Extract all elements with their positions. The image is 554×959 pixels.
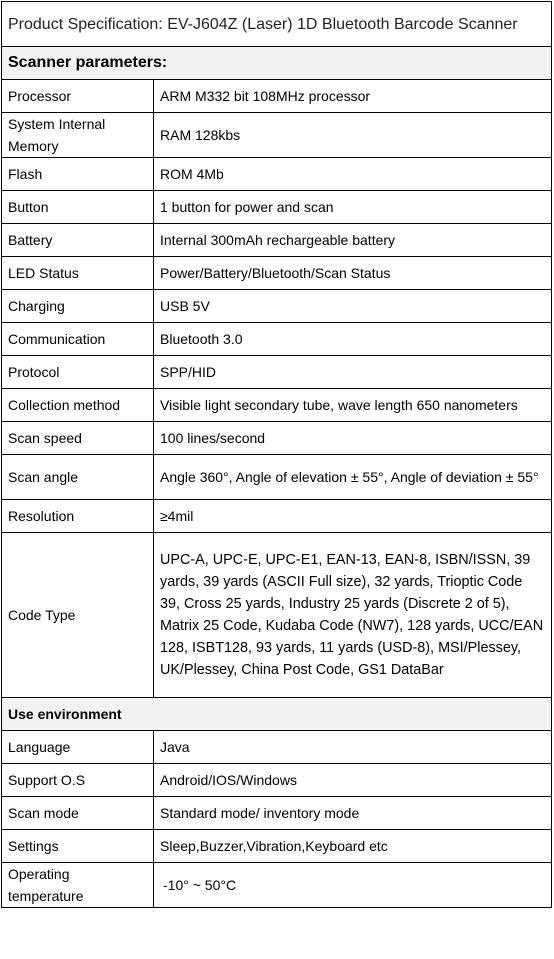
row-label: Scan angle bbox=[2, 455, 154, 500]
table-row bbox=[2, 356, 552, 389]
row-value: ≥4mil bbox=[154, 500, 552, 533]
table-row bbox=[2, 158, 552, 191]
title-row bbox=[2, 2, 552, 47]
row-value: ARM M332 bit 108MHz processor bbox=[154, 80, 552, 113]
table-row bbox=[2, 224, 552, 257]
table-row bbox=[2, 455, 552, 500]
row-value: SPP/HID bbox=[154, 356, 552, 389]
row-label: Operating temperature bbox=[2, 863, 154, 908]
table-row bbox=[2, 500, 552, 533]
row-label: Battery bbox=[2, 224, 154, 257]
row-label: Code Type bbox=[2, 533, 154, 698]
table-row bbox=[2, 731, 552, 764]
row-label: System Internal Memory bbox=[2, 113, 154, 158]
table-row bbox=[2, 113, 552, 158]
section-heading-scanner-parameters: Scanner parameters: bbox=[2, 47, 552, 80]
table-row bbox=[2, 290, 552, 323]
row-value: Power/Battery/Bluetooth/Scan Status bbox=[154, 257, 552, 290]
table-row bbox=[2, 323, 552, 356]
table-row bbox=[2, 830, 552, 863]
row-label: Button bbox=[2, 191, 154, 224]
row-value: Internal 300mAh rechargeable battery bbox=[154, 224, 552, 257]
row-value: Android/IOS/Windows bbox=[154, 764, 552, 797]
row-value: 100 lines/second bbox=[154, 422, 552, 455]
row-label: Collection method bbox=[2, 389, 154, 422]
row-value: Sleep,Buzzer,Vibration,Keyboard etc bbox=[154, 830, 552, 863]
table-row bbox=[2, 797, 552, 830]
table-row bbox=[2, 863, 552, 908]
table-row bbox=[2, 257, 552, 290]
row-label: Processor bbox=[2, 80, 154, 113]
row-value: Java bbox=[154, 731, 552, 764]
row-label: Support O.S bbox=[2, 764, 154, 797]
table-row bbox=[2, 422, 552, 455]
row-value: USB 5V bbox=[154, 290, 552, 323]
row-label: Scan mode bbox=[2, 797, 154, 830]
table-row bbox=[2, 533, 552, 698]
table-row bbox=[2, 764, 552, 797]
table-row bbox=[2, 191, 552, 224]
row-value: UPC-A, UPC-E, UPC-E1, EAN-13, EAN-8, ISBN/ISSN, 39 yards, 39 yards (ASCII Full size), 32 yards, Trioptic Code 39, Cross 25 yards, Industry 25 yards (Discrete 2 of 5), Matrix 25 Code, Kudaba Code (NW7), 128 yards, UCC/EAN 128, ISBT128, 93 yards, 11 yards (USD-8), MSI/Plessey, UK/Plessey, China Post Code, GS1 DataBar bbox=[154, 533, 552, 698]
spec-table bbox=[1, 1, 552, 908]
section-header-row bbox=[2, 47, 552, 80]
row-value: ROM 4Mb bbox=[154, 158, 552, 191]
row-value: RAM 128kbs bbox=[154, 113, 552, 158]
row-value: 1 button for power and scan bbox=[154, 191, 552, 224]
section-header-row bbox=[2, 698, 552, 731]
row-label: Charging bbox=[2, 290, 154, 323]
section-heading-use-environment: Use environment bbox=[2, 698, 552, 731]
row-value: Angle 360°, Angle of elevation ± 55°, Angle of deviation ± 55° bbox=[154, 455, 552, 500]
row-label: Resolution bbox=[2, 500, 154, 533]
row-label: Protocol bbox=[2, 356, 154, 389]
row-label: Settings bbox=[2, 830, 154, 863]
row-value: Bluetooth 3.0 bbox=[154, 323, 552, 356]
table-row bbox=[2, 80, 552, 113]
row-value: Standard mode/ inventory mode bbox=[154, 797, 552, 830]
row-value: Visible light secondary tube, wave length 650 nanometers bbox=[154, 389, 552, 422]
row-label: Language bbox=[2, 731, 154, 764]
row-value: -10° ~ 50°C bbox=[154, 863, 552, 908]
row-label: LED Status bbox=[2, 257, 154, 290]
spec-title: Product Specification: EV-J604Z (Laser) 1D Bluetooth Barcode Scanner bbox=[2, 2, 552, 47]
row-label: Communication bbox=[2, 323, 154, 356]
row-label: Flash bbox=[2, 158, 154, 191]
row-label: Scan speed bbox=[2, 422, 154, 455]
table-row bbox=[2, 389, 552, 422]
